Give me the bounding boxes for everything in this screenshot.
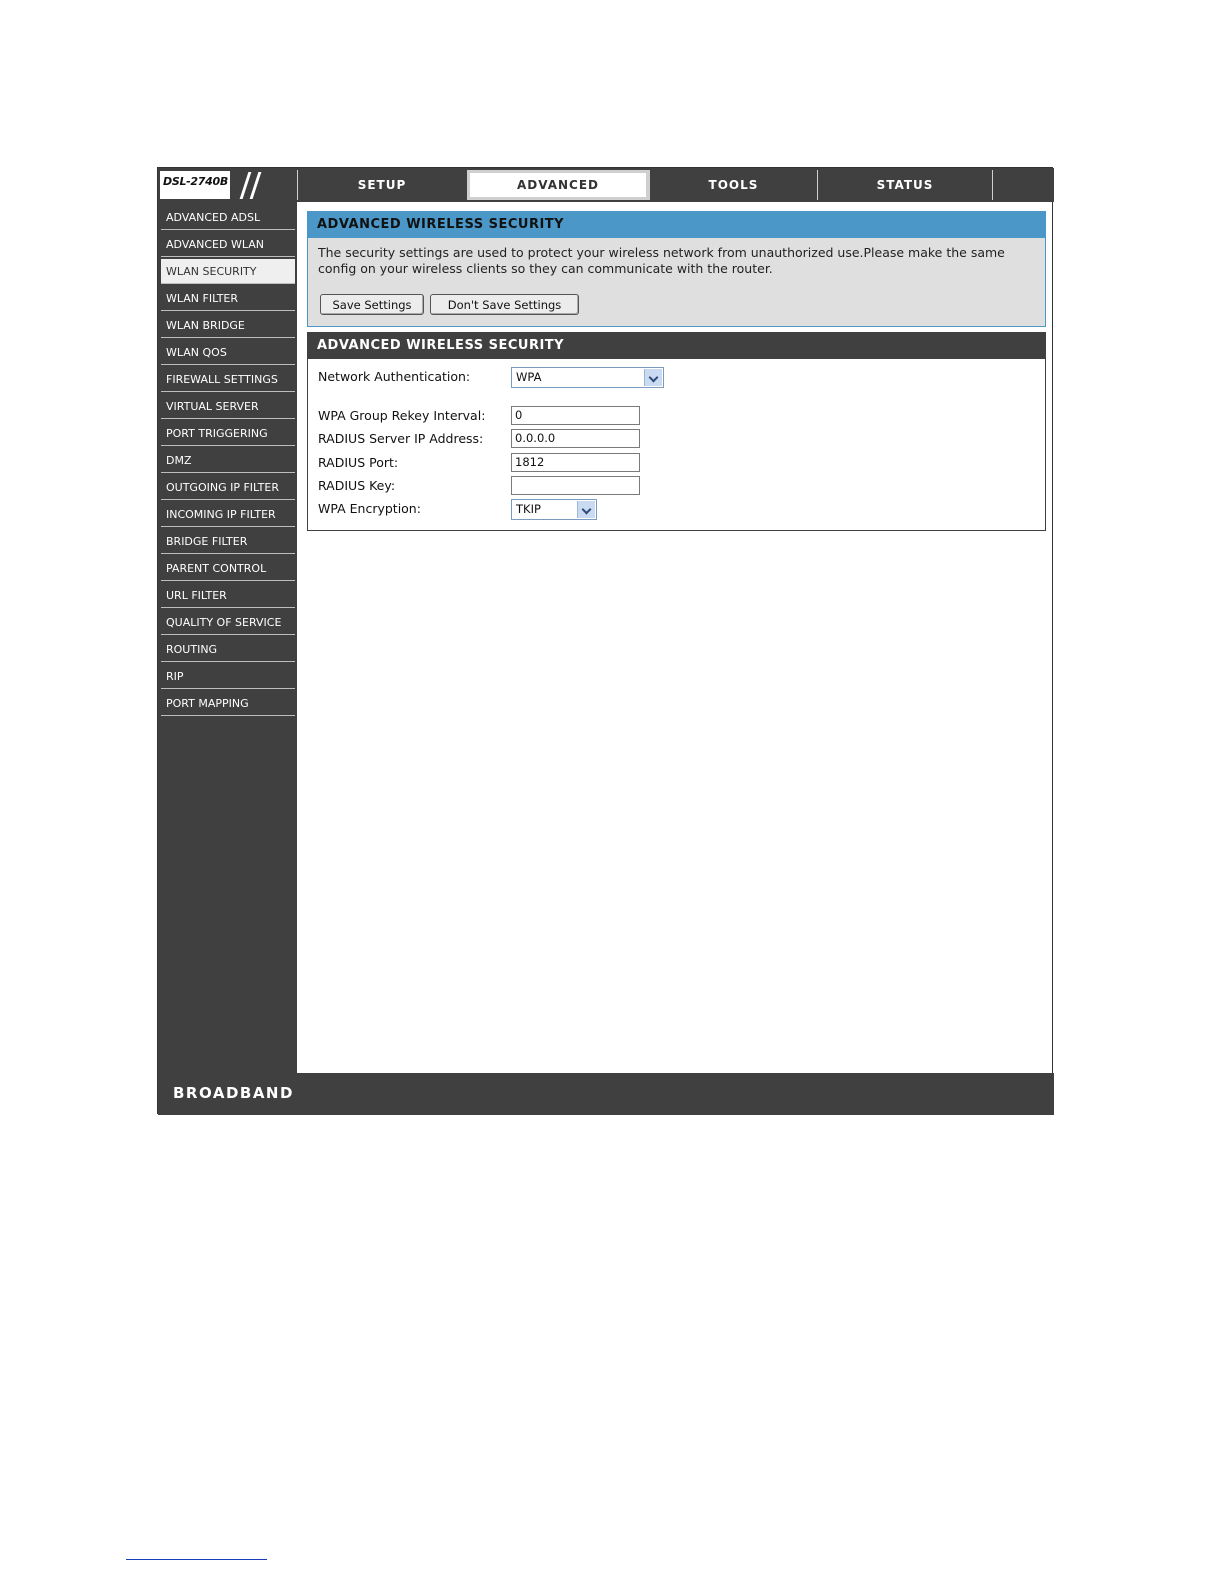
sidebar-item-routing[interactable]: ROUTING — [161, 637, 295, 662]
sidebar-item-wlan-bridge[interactable]: WLAN BRIDGE — [161, 313, 295, 338]
model-logo — [160, 171, 296, 199]
sidebar — [158, 202, 297, 1073]
router-admin-window — [157, 167, 1053, 1114]
rekey-interval-input[interactable]: 0 — [511, 406, 640, 425]
sidebar-item-advanced-wlan[interactable]: ADVANCED WLAN — [161, 232, 295, 257]
sidebar-item-virtual-server[interactable]: VIRTUAL SERVER — [161, 394, 295, 419]
model-name: DSL-2740B — [163, 175, 228, 188]
tab-advanced[interactable]: ADVANCED — [467, 170, 649, 200]
wpa-encryption-select[interactable] — [511, 499, 597, 520]
sidebar-item-wlan-qos[interactable]: WLAN QOS — [161, 340, 295, 365]
network-auth-label: Network Authentication: — [318, 369, 471, 384]
chevron-down-icon — [577, 501, 595, 518]
sidebar-item-url-filter[interactable]: URL FILTER — [161, 583, 295, 608]
sidebar-item-wlan-security[interactable]: WLAN SECURITY — [161, 259, 295, 284]
sidebar-item-bridge-filter[interactable]: BRIDGE FILTER — [161, 529, 295, 554]
network-auth-select[interactable] — [511, 367, 664, 388]
sidebar-item-dmz[interactable]: DMZ — [161, 448, 295, 473]
form-panel-title: ADVANCED WIRELESS SECURITY — [307, 332, 1046, 359]
tab-empty — [992, 170, 1054, 200]
tab-status[interactable]: STATUS — [817, 170, 992, 200]
radius-ip-label: RADIUS Server IP Address: — [318, 431, 484, 446]
sidebar-item-rip[interactable]: RIP — [161, 664, 295, 689]
tab-setup[interactable]: SETUP — [297, 170, 466, 200]
radius-port-label: RADIUS Port: — [318, 455, 399, 470]
network-auth-value: WPA — [516, 370, 542, 384]
sidebar-item-advanced-adsl[interactable]: ADVANCED ADSL — [161, 205, 295, 230]
sidebar-item-port-triggering[interactable]: PORT TRIGGERING — [161, 421, 295, 446]
sidebar-item-parent-control[interactable]: PARENT CONTROL — [161, 556, 295, 581]
save-settings-button[interactable]: Save Settings — [320, 294, 424, 315]
sidebar-item-quality-of-service[interactable]: QUALITY OF SERVICE — [161, 610, 295, 635]
wireless-security-form — [307, 332, 1046, 531]
sidebar-item-firewall-settings[interactable]: FIREWALL SETTINGS — [161, 367, 295, 392]
rekey-interval-label: WPA Group Rekey Interval: — [318, 408, 486, 423]
sidebar-item-wlan-filter[interactable]: WLAN FILTER — [161, 286, 295, 311]
sidebar-item-incoming-ip-filter[interactable]: INCOMING IP FILTER — [161, 502, 295, 527]
wpa-encryption-value: TKIP — [516, 502, 541, 516]
footnote-divider — [126, 1559, 267, 1560]
radius-port-input[interactable]: 1812 — [511, 453, 640, 472]
sidebar-item-outgoing-ip-filter[interactable]: OUTGOING IP FILTER — [161, 475, 295, 500]
logo-slashes-icon — [230, 171, 296, 199]
radius-ip-input[interactable]: 0.0.0.0 — [511, 429, 640, 448]
radius-key-input[interactable] — [511, 476, 640, 495]
sidebar-item-port-mapping[interactable]: PORT MAPPING — [161, 691, 295, 716]
wpa-encryption-label: WPA Encryption: — [318, 501, 421, 516]
dont-save-settings-button[interactable]: Don't Save Settings — [430, 294, 579, 315]
chevron-down-icon — [644, 369, 662, 386]
footer-brand-logo: BROADBAND — [173, 1084, 294, 1102]
radius-key-label: RADIUS Key: — [318, 478, 396, 493]
intro-panel-title: ADVANCED WIRELESS SECURITY — [307, 211, 1046, 238]
tab-tools[interactable]: TOOLS — [649, 170, 817, 200]
footer-bar — [158, 1073, 1054, 1115]
top-navigation — [158, 168, 1054, 202]
intro-description: The security settings are used to protect your wireless network from unauthorized use.Please make the same config on your wireless clients so they can communicate with the router. — [318, 245, 1005, 276]
